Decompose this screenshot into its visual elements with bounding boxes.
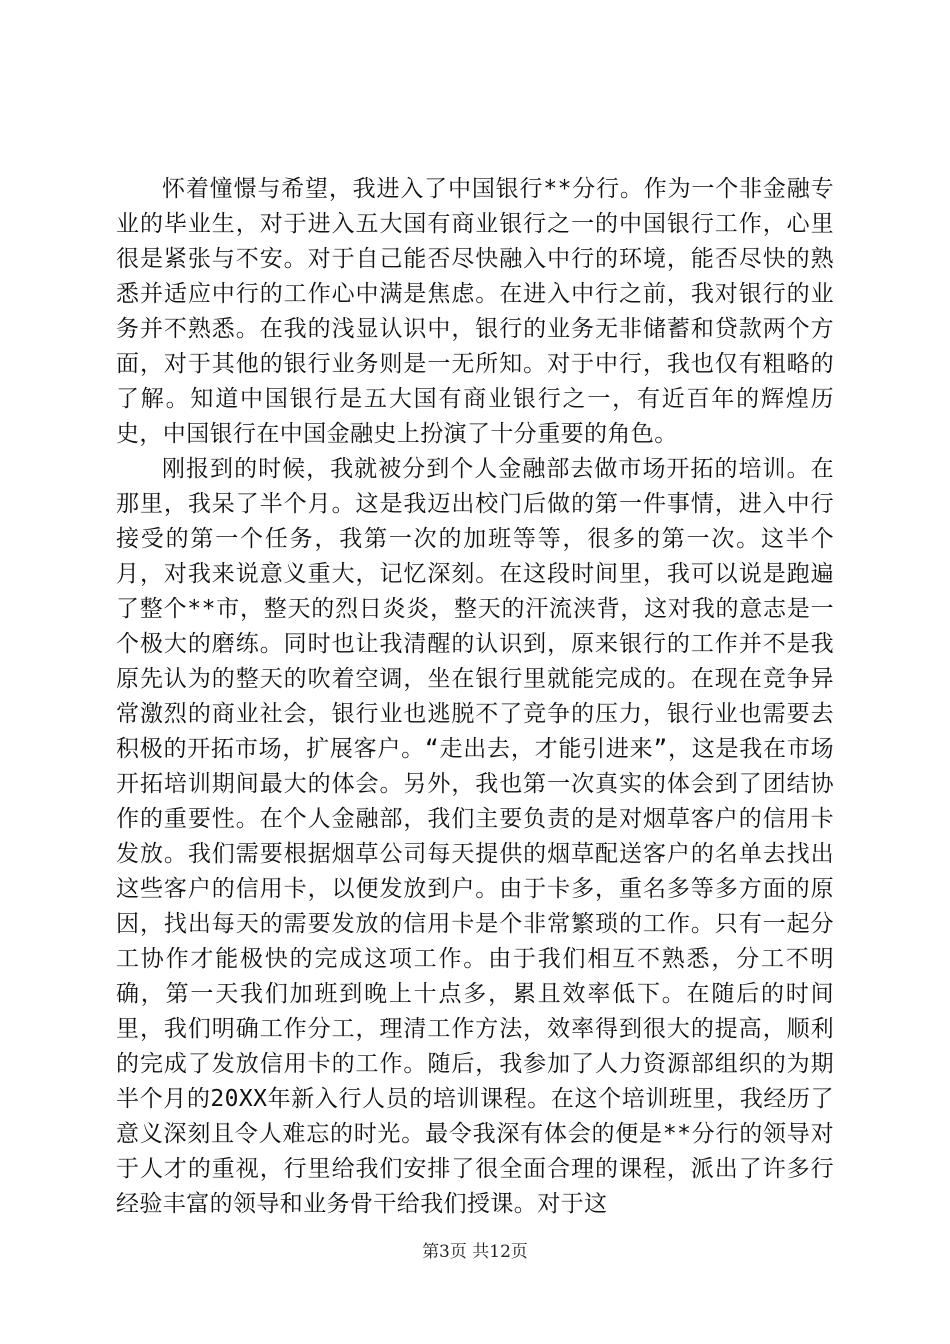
body-text — [116, 172, 834, 1222]
page-footer: 第3页 共12页 — [422, 1242, 528, 1262]
paragraph-2: 刚报到的时候，我就被分到个人金融部去做市场开拓的培训。在那里，我呆了半个月。这是我迈出校门后做的第一件事情，进入中行接受的第一个任务，我第一次的加班等等，很多的第一次。这半个月，对我来说意义重大，记忆深刻。在这段时间里，我可以说是跑遍了整个**市，整天的烈日炎炎，整天的汗流浃背，这对我的意志是一个极大的磨练。同时也让我清醒的认识到，原来银行的工作并不是我原先认为的整天的吹着空调，坐在银行里就能完成的。在现在竞争异常激烈的商业社会，银行业也逃脱不了竞争的压力，银行业也需要去积极的开拓市场，扩展客户。“走出去，才能引进来”，这是我在市场开拓培训期间最大的体会。另外，我也第一次真实的体会到了团结协作的重要性。在个人金融部，我们主要负责的是对烟草客户的信用卡发放。我们需要根据烟草公司每天提供的烟草配送客户的名单去找出这些客户的信用卡，以便发放到户。由于卡多，重名多等多方面的原因，找出每天的需要发放的信用卡是个非常繁琐的工作。只有一起分工协作才能极快的完成这项工作。由于我们相互不熟悉，分工不明确，第一天我们加班到晚上十点多，累且效率低下。在随后的时间里，我们明确工作分工，理清工作方法，效率得到很大的提高，顺利的完成了发放信用卡的工作。随后，我参加了人力资源部组织的为期半个月的20XX年新入行人员的培训课程。在这个培训班里，我经历了意义深刻且令人难忘的时光。最令我深有体会的便是**分行的领导对于人才的重视，行里给我们安排了很全面合理的课程，派出了许多行经验丰富的领导和业务骨干给我们授课。对于这 — [116, 456, 834, 1217]
paragraph-1: 怀着憧憬与希望，我进入了中国银行**分行。作为一个非金融专业的毕业生，对于进入五大国有商业银行之一的中国银行工作，心里很是紧张与不安。对于自己能否尽快融入中行的环境，能否尽快的熟悉并适应中行的工作心中满是焦虑。在进入中行之前，我对银行的业务并不熟悉。在我的浅显认识中，银行的业务无非储蓄和贷款两个方面，对于其他的银行业务则是一无所知。对于中行，我也仅有粗略的了解。知道中国银行是五大国有商业银行之一，有近百年的辉煌历史，中国银行在中国金融史上扮演了十分重要的角色。 — [116, 176, 834, 447]
